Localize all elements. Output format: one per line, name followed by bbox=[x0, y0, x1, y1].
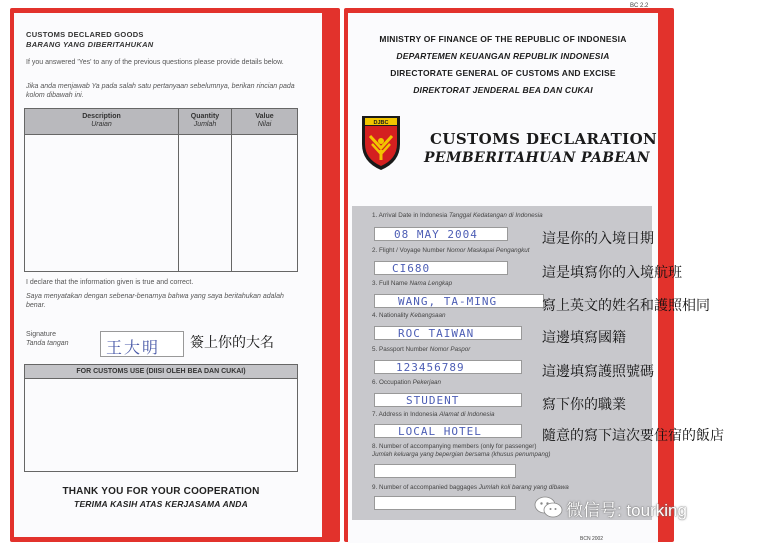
ministry-header-id: DEPARTEMEN KEUANGAN REPUBLIK INDONESIA bbox=[396, 51, 610, 61]
form-title-id: PEMBERITAHUAN PABEAN bbox=[424, 150, 650, 166]
goods-instructions: If you answered 'Yes' to any of the previous questions please provide details below. bbox=[26, 59, 284, 66]
field-label-accompanying-members: 8. Number of accompanying members (only for passenger) bbox=[372, 443, 537, 450]
signature-annotation: 簽上你的大名 bbox=[190, 334, 274, 350]
annotation-passport-number: 這邊填寫護照號碼 bbox=[542, 363, 654, 379]
annotation-nationality: 這邊填寫國籍 bbox=[542, 329, 626, 345]
flight-number-value: CI680 bbox=[392, 262, 431, 275]
occupation-value: STUDENT bbox=[406, 394, 460, 407]
declared-goods-table[interactable] bbox=[24, 108, 298, 272]
thanks-message-id: TERIMA KASIH ATAS KERJASAMA ANDA bbox=[74, 499, 248, 509]
form-code: BC 2.2 bbox=[630, 3, 649, 9]
form-title: CUSTOMS DECLARATION bbox=[430, 130, 658, 148]
wechat-icon bbox=[534, 496, 564, 518]
customs-emblem-icon bbox=[360, 114, 402, 172]
field-label-flight-number: 2. Flight / Voyage Number Nomor Maskapai Pengangkut bbox=[372, 247, 530, 254]
annotation-flight-number: 這是填寫你的入境航班 bbox=[542, 264, 682, 280]
directorate-header: DIRECTORATE GENERAL OF CUSTOMS AND EXCISE bbox=[390, 68, 616, 78]
thanks-message: THANK YOU FOR YOUR COOPERATION bbox=[62, 486, 260, 497]
field-label-occupation: 6. Occupation Pekerjaan bbox=[372, 379, 441, 386]
address-value: LOCAL HOTEL bbox=[398, 425, 482, 438]
goods-instructions-id: Jika anda menjawab Ya pada salah satu pertanyaan sebelumnya, berikan rincian pada kolom dibawah ini. bbox=[26, 83, 295, 99]
header-value: Value Nilai bbox=[255, 113, 274, 128]
wechat-watermark: 微信号: tourking bbox=[566, 501, 687, 520]
declaration-statement: I declare that the information given is true and correct. bbox=[26, 279, 194, 286]
column-divider bbox=[231, 109, 232, 271]
field-label-accompanying-members-id: Jumlah keluarga yang bepergian bersama (khusus penumpang) bbox=[372, 451, 551, 458]
full-name-value: WANG, TA-MING bbox=[398, 295, 498, 308]
signature-handwriting: 王大明 bbox=[106, 338, 161, 357]
accompanying-members-field[interactable] bbox=[374, 464, 516, 478]
passport-number-value: 123456789 bbox=[396, 361, 465, 374]
nationality-value: ROC TAIWAN bbox=[398, 327, 475, 340]
goods-section-title-id: BARANG YANG DIBERITAHUKAN bbox=[26, 40, 154, 49]
annotation-occupation: 寫下你的職業 bbox=[542, 396, 626, 412]
ministry-header: MINISTRY OF FINANCE OF THE REPUBLIC OF INDONESIA bbox=[379, 34, 627, 44]
field-label-baggages: 9. Number of accompanied baggages Jumlah koli barang yang dibawa bbox=[372, 484, 569, 491]
customs-use-header: FOR CUSTOMS USE (DIISI OLEH BEA DAN CUKAI) bbox=[25, 365, 297, 379]
emblem-text: DJBC bbox=[373, 120, 389, 126]
signature-label: Signature bbox=[26, 331, 56, 338]
goods-section-title: CUSTOMS DECLARED GOODS bbox=[26, 30, 144, 39]
column-divider bbox=[178, 109, 179, 271]
directorate-header-id: DIREKTORAT JENDERAL BEA DAN CUKAI bbox=[413, 85, 593, 95]
annotation-address: 隨意的寫下這次要住宿的飯店 bbox=[542, 427, 724, 443]
customs-use-box bbox=[24, 364, 298, 472]
signature-label-id: Tanda tangan bbox=[26, 340, 69, 347]
declaration-statement-id: Saya menyatakan dengan sebenar-benarnya bahwa yang saya beritahukan adalah benar. bbox=[26, 293, 284, 309]
field-label-passport-number: 5. Passport Number Nomor Paspor bbox=[372, 346, 471, 353]
field-label-arrival-date: 1. Arrival Date in Indonesia Tanggal Kedatangan di Indonesia bbox=[372, 212, 543, 219]
field-label-nationality: 4. Nationality Kebangsaan bbox=[372, 312, 446, 319]
form-footer-code: BCN 2002 bbox=[580, 536, 604, 542]
arrival-date-value: 08 MAY 2004 bbox=[394, 228, 478, 241]
baggages-field[interactable] bbox=[374, 496, 516, 510]
header-description: Description Uraian bbox=[82, 113, 121, 128]
header-quantity: Quantity Jumlah bbox=[190, 113, 220, 128]
annotation-arrival-date: 這是你的入境日期 bbox=[542, 230, 654, 246]
annotation-full-name: 寫上英文的姓名和護照相同 bbox=[542, 297, 710, 313]
field-label-full-name: 3. Full Name Nama Lengkap bbox=[372, 280, 453, 287]
field-label-address: 7. Address in Indonesia Alamat di Indonesia bbox=[372, 411, 495, 418]
